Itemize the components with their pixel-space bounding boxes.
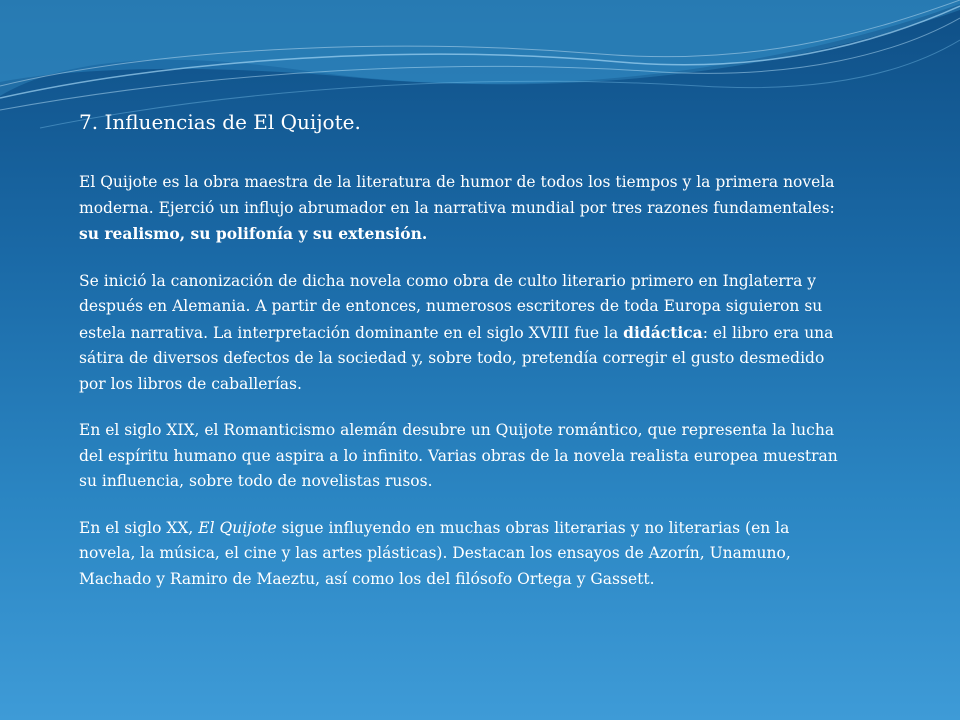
paragraph-intro-emphasis: su realismo, su polifonía y su extensión. <box>79 224 428 243</box>
paragraph-twentieth-century-italic: El Quijote <box>198 518 277 537</box>
paragraph-romanticism-text: En el siglo XIX, el Romanticismo alemán desubre un Quijote romántico, que representa la lucha del espíritu humano que aspira a lo infinito. Varias obras de la novela realista europea muestran su influencia, sobre todo de novelistas rusos. <box>79 421 838 490</box>
paragraph-twentieth-century-rest: sigue influyendo en muchas obras literarias y no literarias (en la novela, la música, el cine y las artes plásticas). Destacan los ensayos de Azorín, Unamuno, Machado y Ramiro de Maeztu, así como los del filósofo Ortega y Gassett. <box>79 518 791 588</box>
paragraph-canonization-text: Se inició la canonización de dicha novela como obra de culto literario primero en Inglaterra y después en Alemania. A partir de entonces, numerosos escritores de toda Europa siguieron su estela narrativa. La interpretación dominante en el siglo XVIII fue la <box>79 271 823 342</box>
paragraph-twentieth-century-text: En el siglo XX, <box>79 518 199 537</box>
paragraph-canonization-rest: : el libro era una sátira de diversos defectos de la sociedad y, sobre todo, pretendía corregir el gusto desmedido por los libros de caballerías. <box>79 323 834 393</box>
paragraph-romanticism <box>79 418 839 495</box>
paragraph-canonization-bold: didáctica <box>623 322 703 342</box>
slide-title: 7. Influencias de El Quijote. <box>79 110 361 134</box>
paragraph-intro-text: El Quijote es la obra maestra de la literatura de humor de todos los tiempos y la primera novela moderna. Ejerció un influjo abrumador en la narrativa mundial por tres razones fundamentales: <box>79 173 835 217</box>
paragraph-canonization <box>79 269 839 398</box>
slide-content <box>79 108 839 613</box>
paragraph-intro <box>79 170 839 248</box>
paragraph-twentieth-century <box>79 516 839 593</box>
